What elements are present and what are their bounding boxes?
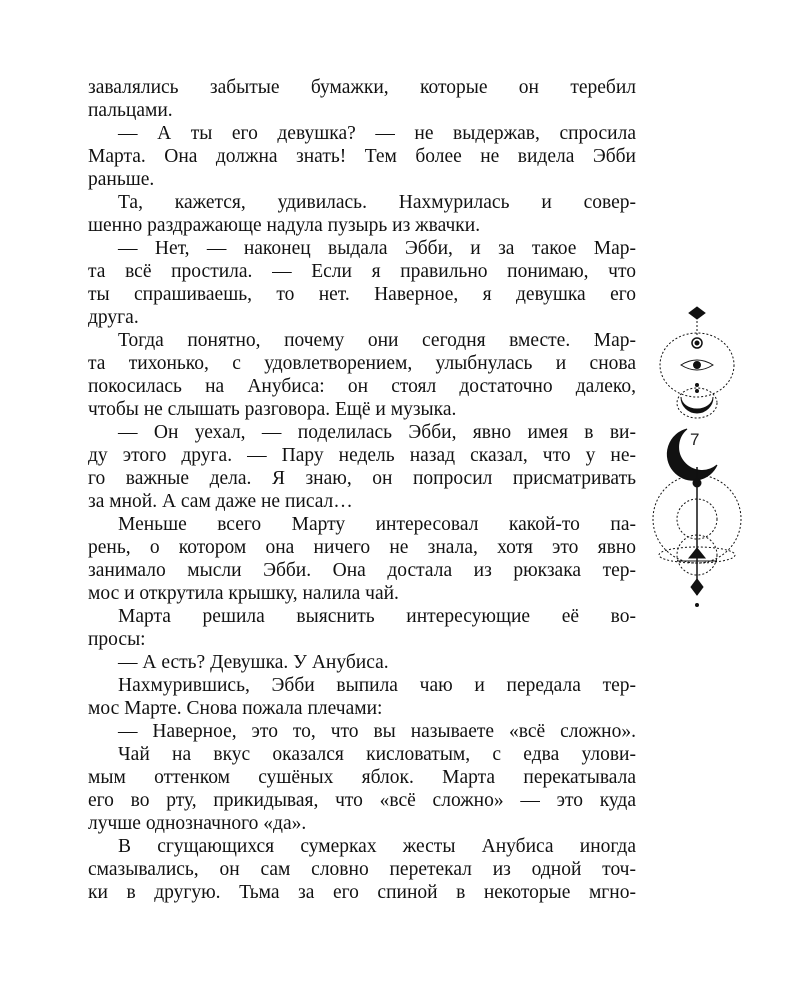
text-line: та тихонько, с удовлетворением, улыбнулась и снова: [88, 353, 636, 374]
text-line: занимало мысли Эбби. Она достала из рюкзака тер-: [88, 560, 636, 581]
text-line: Меньше всего Марту интересовал какой-то па-: [118, 514, 636, 535]
text-line: Марта решила выяснить интересующие её во-: [118, 606, 636, 627]
text-line: мос и открутила крышку, налила чай.: [88, 583, 399, 604]
text-line: Нахмурившись, Эбби выпила чаю и передала тер-: [118, 675, 636, 696]
page-number: 7: [690, 430, 700, 449]
text-line: ду этого друга. — Пару недель назад сказал, что у не-: [88, 445, 636, 466]
text-line: его во рту, прикидывая, что «всё сложно» — это куда: [88, 790, 636, 811]
text-line: мым оттенком сушёных яблок. Марта перекатывала: [88, 767, 636, 788]
text-line: Чай на вкус оказался кисловатым, с едва улови-: [118, 744, 636, 765]
text-line: Марта. Она должна знать! Тем более не видела Эбби: [88, 146, 636, 167]
text-line: покосилась на Анубиса: он стоял достаточно далеко,: [88, 376, 636, 397]
text-line: ки в другую. Тьма за его спиной в некоторые мгно-: [88, 882, 636, 903]
text-line: просы:: [88, 629, 146, 650]
text-line: раньше.: [88, 169, 155, 190]
text-line: друга.: [88, 307, 139, 328]
celestial-ornament-icon: [645, 305, 755, 615]
text-line: завалялись забытые бумажки, которые он теребил: [88, 77, 636, 98]
text-line: — Наверное, это то, что вы называете «всё сложно».: [118, 721, 636, 742]
text-line: рень, о котором она ничего не знала, хотя это явно: [88, 537, 636, 558]
text-line: мос Марте. Снова пожала плечами:: [88, 698, 383, 719]
text-line: та всё простила. — Если я правильно понимаю, что: [88, 261, 636, 282]
text-line: — А ты его девушка? — не выдержав, спросила: [118, 123, 636, 144]
text-line: ты спрашиваешь, то нет. Наверное, я девушка его: [88, 284, 636, 305]
text-line: В сгущающихся сумерках жесты Анубиса иногда: [118, 836, 636, 857]
text-line: за мной. А сам даже не писал…: [88, 491, 353, 512]
text-line: пальцами.: [88, 100, 173, 121]
text-line: — Нет, — наконец выдала Эбби, и за такое Мар-: [118, 238, 636, 259]
text-line: Тогда понятно, почему они сегодня вместе. Мар-: [118, 330, 636, 351]
body-text: [88, 76, 636, 904]
text-line: Та, кажется, удивилась. Нахмурилась и совер-: [118, 192, 636, 213]
text-line: го важные дела. Я знаю, он попросил присматривать: [88, 468, 636, 489]
text-line: — А есть? Девушка. У Анубиса.: [118, 652, 389, 673]
text-line: смазывались, он сам словно перетекал из одной точ-: [88, 859, 636, 880]
text-line: лучше однозначного «да».: [88, 813, 307, 834]
text-line: чтобы не слышать разговора. Ещё и музыка.: [88, 399, 457, 420]
text-line: — Он уехал, — поделилась Эбби, явно имея в ви-: [118, 422, 636, 443]
text-line: шенно раздражающе надула пузырь из жвачки.: [88, 215, 481, 236]
